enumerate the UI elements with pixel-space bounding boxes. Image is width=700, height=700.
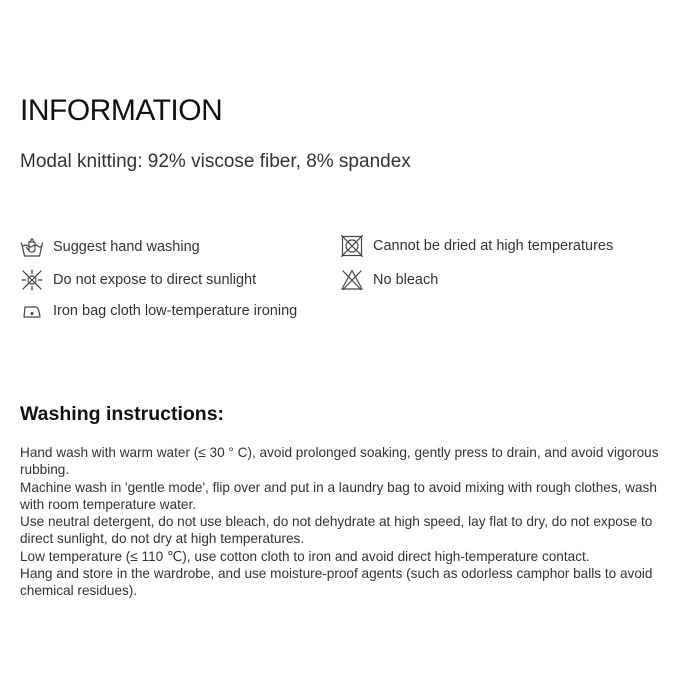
care-item-hand-wash: [20, 236, 200, 258]
page-title: INFORMATION: [20, 94, 223, 127]
no-sunlight-icon: [20, 269, 44, 291]
care-item-no-tumble-dry: [340, 235, 613, 257]
care-label-no-sunlight: Do not expose to direct sunlight: [53, 272, 257, 288]
washing-instructions-heading: Washing instructions:: [20, 403, 225, 425]
material-composition: Modal knitting: 92% viscose fiber, 8% spandex: [20, 151, 411, 172]
care-label-no-tumble-dry: Cannot be dried at high temperatures: [373, 238, 614, 254]
instruction-line: Use neutral detergent, do not use bleach, do not dehydrate at high speed, lay flat to dry, do not expose to direct sunlight, do not dry at high temperatures.: [20, 514, 653, 547]
no-tumble-dry-icon: [340, 235, 364, 257]
care-label-iron-low: Iron bag cloth low-temperature ironing: [53, 303, 298, 319]
instruction-line: Hang and store in the wardrobe, and use moisture-proof agents (such as odorless camphor balls to avoid chemical residues).: [20, 566, 653, 599]
care-item-no-sunlight: [20, 269, 256, 291]
care-item-iron-low: [20, 300, 297, 322]
washing-instructions-text: [20, 444, 680, 600]
instruction-line: Hand wash with warm water (≤ 30 ° C), avoid prolonged soaking, gently press to drain, and avoid vigorous rubbing.: [20, 445, 659, 478]
iron-low-icon: [20, 300, 44, 322]
care-label-no-bleach: No bleach: [373, 272, 439, 288]
care-item-no-bleach: [340, 269, 438, 291]
hand-wash-icon: [20, 236, 44, 258]
instruction-line: Machine wash in 'gentle mode', flip over and put in a laundry bag to avoid mixing with rough clothes, wash with room temperature water.: [20, 479, 657, 512]
instruction-line: Low temperature (≤ 110 ℃), use cotton cloth to iron and avoid direct high-temperature contact.: [20, 548, 590, 564]
no-bleach-icon: [340, 269, 364, 291]
care-label-hand-wash: Suggest hand washing: [53, 239, 200, 255]
